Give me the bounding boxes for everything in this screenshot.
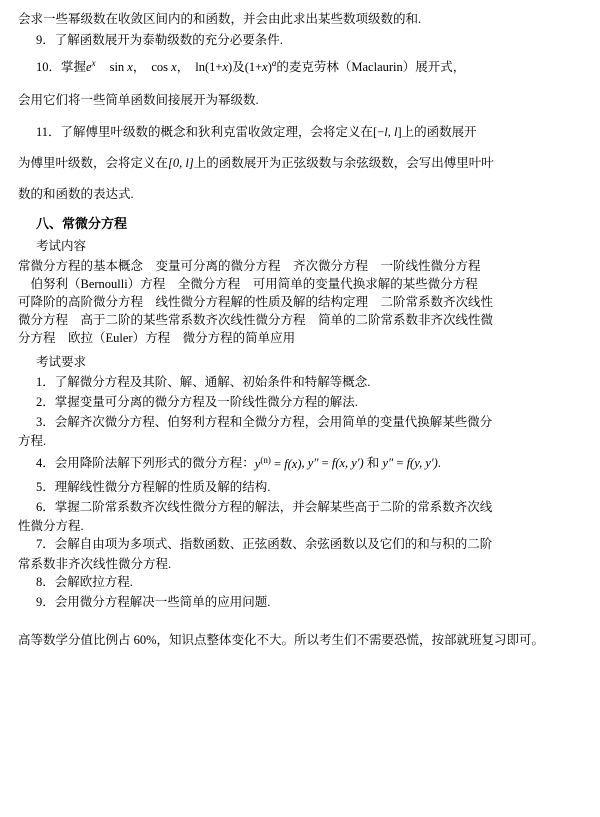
requirement-3: 3．会解齐次微分方程、伯努利方程和全微分方程，会用简单的变量代换解某些微分	[36, 414, 493, 429]
item-10-tail: 的麦克劳林（Maclaurin）展开式，	[276, 59, 466, 74]
formula-y2-fxy: y″ = f(x, y′)	[307, 456, 364, 471]
item-11-line3: 数的和函数的表达式.	[18, 186, 134, 201]
requirement-3-cont: 方程.	[18, 434, 47, 449]
requirement-6-cont: 性微分方程.	[18, 519, 84, 534]
item-11-line2	[18, 149, 582, 178]
formula-power: $(1+x)^a$	[244, 57, 277, 74]
item-10-line2: 会用它们将一些简单函数间接展开为幂级数.	[18, 92, 259, 107]
formula-sin: sin x	[109, 59, 133, 74]
label-exam-requirements: 考试要求	[36, 355, 87, 370]
formula-period: .	[437, 456, 441, 471]
footer-note: 高等数学分值比例占 60%，知识点整体变化不大。所以考生们不需要恐慌，按部就班复习即可。	[18, 632, 545, 647]
requirement-9: 9．会用微分方程解决一些简单的应用问题.	[36, 595, 271, 610]
formula-sep-1: ,	[301, 456, 308, 471]
formula-y2-fyy: y″ = f(y, y′)	[382, 456, 438, 471]
interval-0-l: [0, l]	[168, 155, 194, 170]
paragraph-sum-function: 会求一些幂级数在收敛区间内的和函数，并会由此求出某些数项级数的和.	[18, 12, 422, 26]
formula-ln: ln(1+x)	[195, 59, 233, 74]
section-heading-ode: 八、常微分方程	[36, 216, 128, 232]
requirement-5: 5．理解线性微分方程解的性质及解的结构.	[36, 479, 271, 494]
content-line-5: 分方程 欧拉（Euler）方程 微分方程的简单应用	[18, 331, 296, 346]
content-line-3: 可降阶的高阶微分方程 线性微分方程解的性质及解的结构定理 二阶常系数齐次线性	[18, 294, 494, 309]
interval-neg-l-l: [−l, l]	[373, 125, 402, 140]
formula-sep-2: 和	[363, 456, 383, 471]
item-11-part-d: 上的函数展开为正弦级数与余弦级数，会写出傅里叶叶	[193, 155, 494, 170]
content-line-4: 微分方程 高于二阶的某些常系数齐次线性微分方程 简单的二阶常系数非齐次线性微	[18, 313, 494, 328]
requirement-6: 6．掌握二阶常系数齐次线性微分方程的解法，并会解某些高于二阶的常系数齐次线	[36, 499, 493, 514]
requirement-1: 1．了解微分方程及其阶、解、通解、初始条件和特解等概念.	[36, 375, 371, 390]
requirement-2: 2．掌握变量可分离的微分方程及一阶线性微分方程的解法.	[36, 394, 358, 409]
item-10-prefix: 10．掌握	[36, 59, 87, 74]
item-10-and: 及	[232, 59, 245, 74]
content-line-1: 常微分方程的基本概念 变量可分离的微分方程 齐次微分方程 一阶线性微分方程	[18, 258, 481, 273]
requirement-7-cont: 常系数非齐次线性微分方程.	[18, 557, 172, 572]
requirement-7: 7．会解自由项为多项式、指数函数、正弦函数、余弦函数以及它们的和与积的二阶	[36, 537, 493, 552]
content-line-2: 伯努利（Bernoulli）方程 全微分方程 可用简单的变量代换求解的某些微分方程	[18, 276, 478, 291]
formula-exp: $e^x$	[86, 57, 96, 74]
formula-yn-fx: $y^{(n)} = f(x)$	[254, 454, 302, 471]
item-11-part-c: 为傅里叶级数，会将定义在	[18, 155, 169, 170]
formula-cos: cos x	[151, 59, 177, 74]
item-11-part-a: 11．了解傅里叶级数的概念和狄利克雷收敛定理，会将定义在	[36, 125, 374, 140]
label-exam-content: 考试内容	[36, 238, 87, 253]
requirement-4	[18, 450, 582, 476]
requirement-8: 8．会解欧拉方程.	[36, 575, 133, 590]
list-item-10-maclaurin: 10．掌握$e^x$ sin x， cos x， ln(1+x)及$(1+x)^a$的麦克劳林（Maclaurin）展开式，	[36, 57, 466, 74]
requirement-4-prefix: 4．会用降阶法解下列形式的微分方程：	[36, 456, 255, 471]
list-item-9-taylor: 9．了解函数展开为泰勒级数的充分必要条件.	[36, 32, 283, 47]
list-item-11-fourier	[18, 118, 582, 147]
item-11-part-b: 上的函数展开	[401, 125, 477, 140]
